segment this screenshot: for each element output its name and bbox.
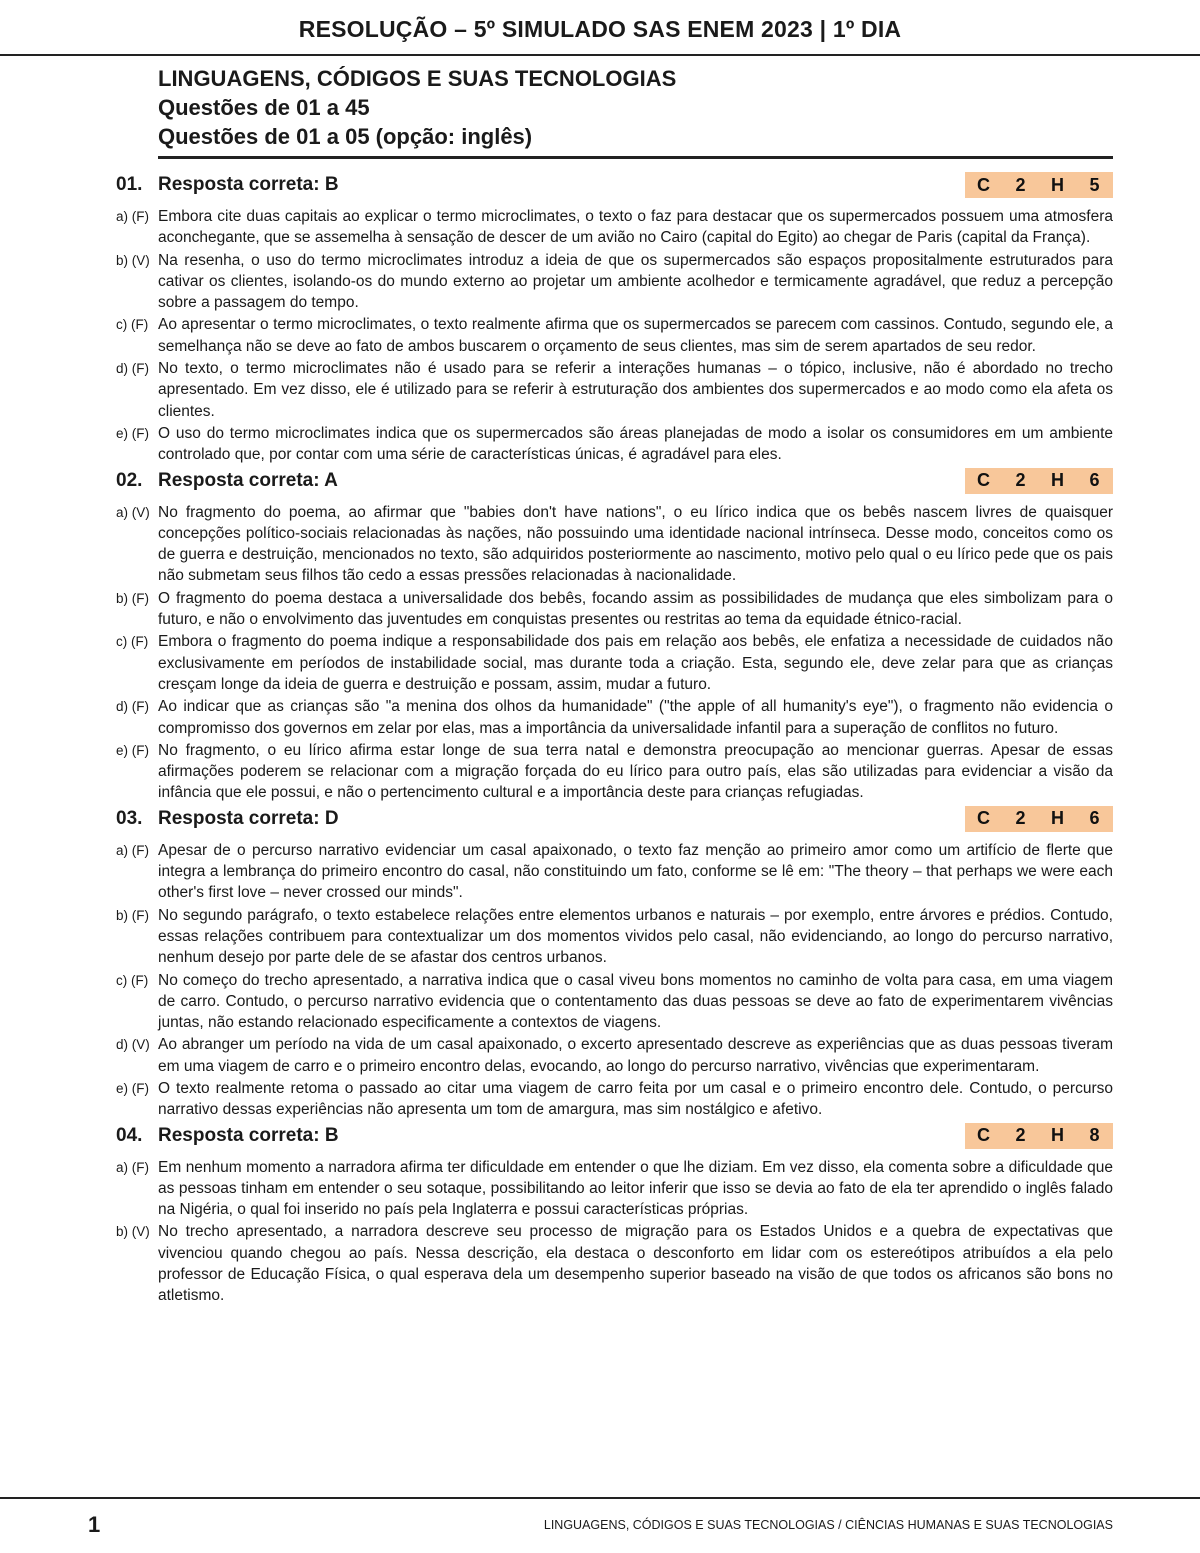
option-a: [116, 840, 1113, 904]
option-e: [116, 1078, 1113, 1121]
competency-codes: [965, 806, 1113, 832]
option-label: b) (V): [116, 1224, 150, 1240]
section-heading: [158, 64, 676, 151]
option-e: [116, 423, 1113, 466]
option-label: c) (F): [116, 317, 149, 333]
option-label: a) (F): [116, 842, 149, 858]
option-label: e) (F): [116, 425, 149, 441]
option-label: c) (F): [116, 972, 149, 988]
question-header: [116, 1123, 1113, 1153]
competency-codes: [965, 468, 1113, 494]
section-subrange: Questões de 01 a 05 (opção: inglês): [158, 124, 533, 149]
option-b: [116, 250, 1113, 314]
footer-text: LINGUAGENS, CÓDIGOS E SUAS TECNOLOGIAS / CIÊNCIAS HUMANAS E SUAS TECNOLOGIAS: [543, 1518, 1113, 1532]
option-b: [116, 1221, 1113, 1306]
option-b: [116, 588, 1113, 631]
option-b: [116, 905, 1113, 969]
option-c: [116, 970, 1113, 1034]
option-text: O uso do termo microclimates indica que os supermercados são áreas planejadas de modo a isolar os consumidores em um ambiente controlado que, por contar com uma série de características únicas, é agradável para eles.: [158, 424, 1113, 464]
question-number: 04.: [116, 1124, 143, 1146]
code-skill: 6: [1076, 806, 1113, 832]
code-c: C: [965, 806, 1002, 832]
question-number: 01.: [116, 174, 143, 195]
option-label: a) (F): [116, 209, 149, 224]
option-text: Ao abranger um período na vida de um casal apaixonado, o excerto apresentado descreve as experiências que as duas pessoas tiveram em uma viagem de carro e o primeiro encontro delas, evocando, ao longo do percurso narrativo, vivências que experimentaram.: [158, 1036, 1113, 1075]
option-text: Apesar de o percurso narrativo evidenciar um casal apaixonado, o texto faz menção ao primeiro amor como um artifício de flerte que integra a lembrança do primeiro encontro do casal, não constituindo um fato, conforme se lê em: "The theory – that perhaps we were each other's first love – never crossed our minds".: [158, 841, 1113, 902]
code-skill: 8: [1076, 1123, 1113, 1149]
code-c: C: [965, 172, 1002, 198]
question-number: 03.: [116, 807, 143, 829]
option-c: [116, 314, 1113, 357]
option-label: d) (F): [116, 699, 149, 715]
option-label: d) (F): [116, 361, 149, 377]
option-d: [116, 1034, 1113, 1077]
question-02: [116, 468, 1113, 804]
code-competency: 2: [1002, 172, 1039, 198]
section-divider: [158, 156, 1113, 159]
option-text: Embora o fragmento do poema indique a responsabilidade dos pais em relação aos bebês, ele enfatiza a necessidade de cuidados não exclusivamente em períodos de instabilidade social, mas durante toda a criação. Esta, segundo ele, deve zelar para que as crianças cresçam longe da ideia de guerra e destruição e possam, assim, mudar a futuro.: [158, 633, 1113, 693]
question-header: [116, 468, 1113, 498]
option-label: b) (V): [116, 252, 150, 268]
code-c: C: [965, 468, 1002, 494]
option-label: a) (V): [116, 504, 150, 520]
option-text: Em nenhum momento a narradora afirma ter dificuldade em entender o que lhe diziam. Em vez disso, ela comenta sobre a dificuldade que as pessoas tinham em entender o seu sotaque, possibilitando ao leitor inferir que isso se devia ao fato de ela ter aprendido o inglês falado na Nigéria, o qual foi inserido no país pela Inglaterra e possui características próprias.: [158, 1158, 1113, 1219]
footer-divider: [0, 1497, 1200, 1499]
code-h: H: [1039, 468, 1076, 494]
option-a: [116, 206, 1113, 249]
option-text: O fragmento do poema destaca a universalidade dos bebês, focando assim as possibilidades de mudança que eles simbolizam para o futuro, e não o envolvimento das juventudes em conquistas presentes ou restritas ao tema da equidade étnico-racial.: [158, 589, 1113, 629]
option-d: [116, 358, 1113, 422]
option-label: b) (F): [116, 907, 149, 923]
code-skill: 6: [1076, 468, 1113, 494]
option-c: [116, 631, 1113, 695]
option-label: c) (F): [116, 634, 149, 650]
code-h: H: [1039, 172, 1076, 198]
option-a: [116, 502, 1113, 587]
option-label: b) (F): [116, 590, 149, 606]
option-text: Embora cite duas capitais ao explicar o termo microclimates, o texto o faz para destacar que os supermercados possuem uma atmosfera aconchegante, que se assemelha à sensação de descer de um avião no Cairo (capital do Egito) ao chegar de Paris (capital da França).: [158, 208, 1113, 247]
option-label: d) (V): [116, 1037, 150, 1053]
section-range: Questões de 01 a 45: [158, 95, 370, 120]
option-text: O texto realmente retoma o passado ao citar uma viagem de carro feita por um casal e o primeiro encontro dele. Contudo, o percurso narrativo dessas experiências não apresenta um tom de amargura, mas sim nostálgico e afetivo.: [158, 1079, 1113, 1119]
option-text: Ao indicar que as crianças são "a menina dos olhos da humanidade" ("the apple of all humanity's eye"), o fragmento não evidencia o compromisso dos governos em zelar por elas, mas a importância da universalidade infantil para a superação de conflitos no futuro.: [158, 698, 1113, 737]
code-c: C: [965, 1123, 1002, 1149]
option-text: No fragmento, o eu lírico afirma estar longe de sua terra natal e demonstra preocupação ao mencionar guerras. Apesar de essas afirmações poderem se relacionar com a migração forçada do eu lírico para outro país, elas são utilizadas para evidenciar a visão da infância que ele possui, e não o pertencimento cultural e a importância deste para crianças refugiadas.: [158, 741, 1113, 802]
competency-codes: [965, 172, 1113, 198]
question-answer-title: Resposta correta: B: [158, 1124, 339, 1146]
question-header: [116, 806, 1113, 836]
page-number: 1: [88, 1512, 101, 1537]
option-text: No texto, o termo microclimates não é usado para se referir a interações humanas – o tópico, inclusive, não é abordado no trecho apresentado. Em vez disso, ele é utilizado para se referir à estruturação dos ambientes dos supermercados e ao modo como ela afeta os clientes.: [158, 360, 1113, 420]
option-label: e) (F): [116, 742, 149, 758]
option-text: Ao apresentar o termo microclimates, o texto realmente afirma que os supermercados se parecem com cassinos. Contudo, segundo ele, a semelhança não se deve ao fato de ambos buscarem o orçamento de seus clientes, mas sim de serem apartados de seu redor.: [158, 316, 1113, 355]
option-e: [116, 740, 1113, 804]
option-text: No segundo parágrafo, o texto estabelece relações entre elementos urbanos e naturais – por exemplo, entre árvores e prédios. Contudo, essas relações contribuem para contextualizar um dos momentos vividos pelo casal, não evidenciando, ao longo do percurso narrativo, nenhum desejo por parte dele de se afastar dos centros urbanos.: [158, 906, 1113, 967]
code-h: H: [1039, 806, 1076, 832]
question-number: 02.: [116, 469, 143, 491]
code-skill: 5: [1076, 172, 1113, 198]
question-04: [116, 1123, 1113, 1307]
code-competency: 2: [1002, 806, 1039, 832]
question-03: [116, 806, 1113, 1121]
header-divider: [0, 54, 1200, 56]
question-01: [116, 172, 1113, 466]
page-header-title: RESOLUÇÃO – 5º SIMULADO SAS ENEM 2023 | 1º DIA: [298, 16, 902, 42]
question-answer-title: Resposta correta: B: [158, 174, 339, 195]
question-header: [116, 172, 1113, 202]
competency-codes: [965, 1123, 1113, 1149]
option-label: e) (F): [116, 1080, 149, 1096]
option-a: [116, 1157, 1113, 1221]
section-title: LINGUAGENS, CÓDIGOS E SUAS TECNOLOGIAS: [158, 66, 677, 91]
option-text: Na resenha, o uso do termo microclimates introduz a ideia de que os supermercados são espaços propositalmente estruturados para cativar os clientes, isolando-os do mundo externo ao projetar um ambiente acolhedor e termicamente agradável, que reduz a percepção sobre a passagem do tempo.: [158, 251, 1113, 312]
question-answer-title: Resposta correta: A: [158, 469, 338, 491]
option-label: a) (F): [116, 1159, 149, 1175]
answers-content: [116, 172, 1113, 1308]
option-text: No fragmento do poema, ao afirmar que "babies don't have nations", o eu lírico indica que os bebês nascem livres de quaisquer concepções político-sociais relacionadas às nações, não possuindo uma identidade nacional intrínseca. Desse modo, conceitos como os de guerra e destruição, mencionados no texto, são adquiridos posteriormente ao nascimento, motivo pelo qual o eu lírico pede que os pais não submetam seus filhos tão cedo a essas pressões relacionadas à nacionalidade.: [158, 503, 1113, 585]
option-text: No trecho apresentado, a narradora descreve seu processo de migração para os Estados Unidos e a quebra de expectativas que vivenciou quando chegou ao país. Nessa descrição, ela destaca o desconforto em lidar com os estereótipos atribuídos a ela pelo professor de Educação Física, o qual esperava dela um desempenho superior baseado na visão de que todos os africanos são bons no atletismo.: [158, 1223, 1113, 1305]
option-text: No começo do trecho apresentado, a narrativa indica que o casal viveu bons momentos no caminho de volta para casa, em uma viagem de carro. Contudo, o percurso narrativo evidencia que o contentamento das duas pessoas se deve ao fato de experimentarem vivências juntas, não estando relacionado especificamente a contextos de viagens.: [158, 971, 1113, 1032]
question-answer-title: Resposta correta: D: [158, 807, 339, 829]
option-d: [116, 696, 1113, 739]
code-competency: 2: [1002, 1123, 1039, 1149]
code-h: H: [1039, 1123, 1076, 1149]
code-competency: 2: [1002, 468, 1039, 494]
